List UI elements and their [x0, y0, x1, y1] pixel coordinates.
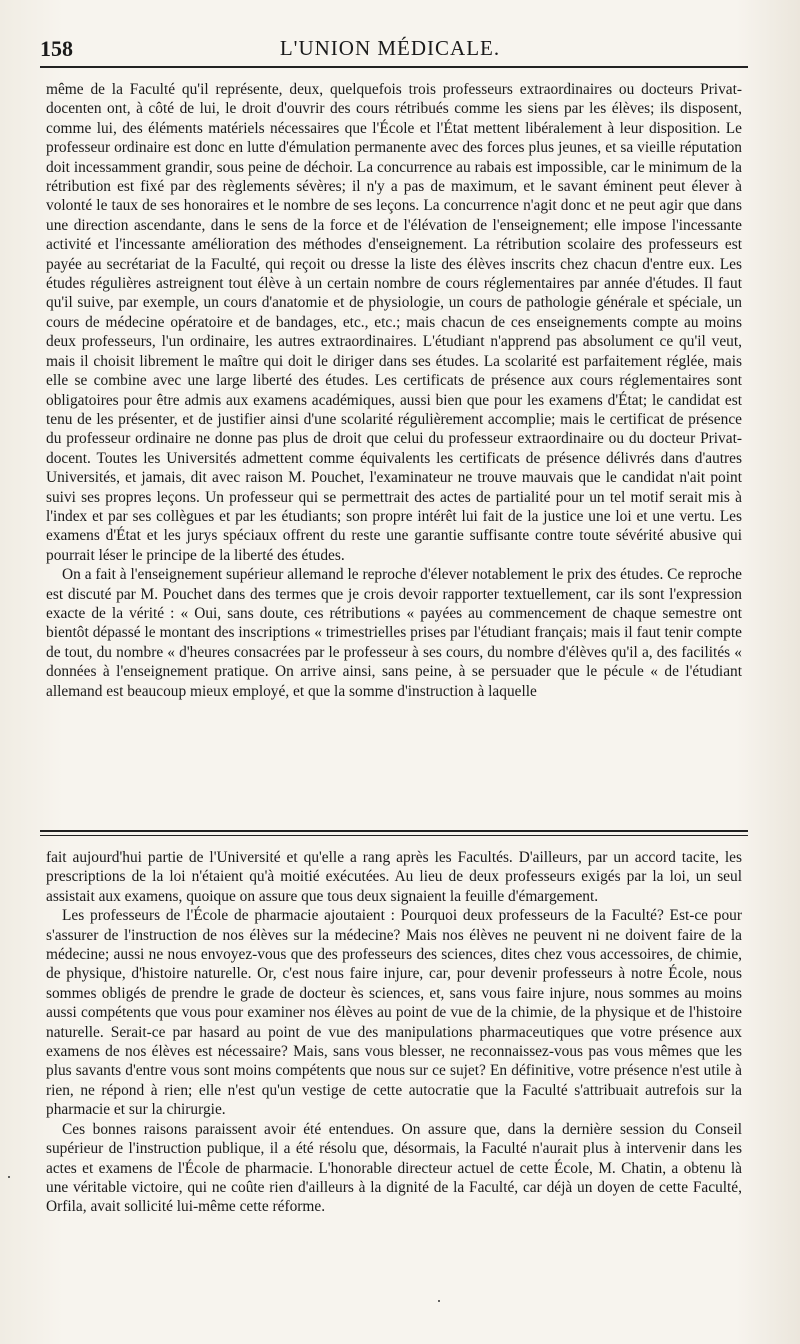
page-header [40, 36, 740, 66]
paragraph: même de la Faculté qu'il représente, deux, quelquefois trois professeurs extraordinaires ou docteurs Privat-docenten ont, à côté de lui, le droit d'ouvrir des cours rétribués comme les siens par les élèves; ils disposent, comme lui, des éléments matériels nécessaires que l'École et l'État mettent libéralement à leur disposition. Le professeur ordinaire est donc en lutte d'émulation permanente avec des forces plus jeunes, et sa vieille réputation doit incessamment grandir, sous peine de déchoir. La concurrence au rabais est impossible, car le minimum de la rétribution est fixé par des règlements sévères; il n'y a pas de maximum, et le savant éminent peut élever à volonté le taux de ses honoraires et le nombre de ses leçons. La concurrence n'agit donc et ne peut agir que dans une direction ascendante, dans le sens de la force et de l'élévation de l'enseignement; elle impose l'incessante activité et l'incessante amélioration des méthodes d'enseignement. La rétribution scolaire des professeurs est payée au secrétariat de la Faculté, qui reçoit ou dresse la liste des élèves inscrits chez chacun d'entre eux. Les études régulières astreignent tout élève à un certain nombre de cours réglementaires par année d'études. Il faut qu'il suive, par exemple, un cours d'anatomie et de physiologie, un cours de pathologie générale et spéciale, un cours de médecine opératoire et de bandages, etc., etc.; mais chacun de ces enseignements compte au moins deux professeurs, l'un ordinaire, les autres extraordinaires. L'étudiant n'apprend pas absolument ce qu'il veut, mais il choisit librement le maître qui doit le diriger dans ses études. La scolarité est parfaitement réglée, mais elle se combine avec une large liberté des études. Les certificats de présence aux cours réglementaires sont obligatoires pour être admis aux examens académiques, aussi bien que pour les examens d'État; le candidat est tenu de les présenter, et de justifier ainsi d'une scolarité régulièrement accomplie; mais le certificat de présence du professeur ordinaire ne donne pas plus de droit que celui du professeur extraordinaire ou du docteur Privat-docent. Toutes les Universités admettent comme équivalents les certificats de présence délivrés dans d'autres Universités, et jamais, dit avec raison M. Pouchet, l'examinateur ne trouve mauvais que le candidat n'ait point suivi ses propres leçons. Un professeur qui se permettrait des actes de partialité pour un tel motif serait mis à l'index et par ses collègues et par les étudiants; son propre intérêt lui fait de la justice une loi et une vertu. Les examens d'État et les jurys spéciaux offrent du reste une garantie suffisante contre toute sévérité abusive qui pourrait léser le principe de la liberté des études. [46, 81, 742, 564]
header-rule [40, 66, 748, 68]
running-title: L'UNION MÉDICALE. [279, 36, 501, 60]
paragraph: fait aujourd'hui partie de l'Université et qu'elle a rang après les Facultés. D'ailleurs, par un accord tacite, les prescriptions de la loi n'étaient qu'à moitié exécutées. Au lieu de deux professeurs exigés par la loi, un seul assistait aux examens, quoique on assure que tous deux signaient la feuille d'émargement. [46, 849, 742, 905]
paper-speck [8, 1176, 10, 1178]
page-number: 158 [40, 36, 73, 61]
paragraph: Ces bonnes raisons paraissent avoir été entendues. On assure que, dans la dernière session du Conseil supérieur de l'instruction publique, il a été résolu que, désormais, la Faculté n'aurait plus à intervenir dans les actes et examens de l'École de pharmacie. L'honorable directeur actuel de cette École, M. Chatin, a obtenu là une véritable victoire, qui ne coûte rien d'ailleurs à la dignité de la Faculté, car déjà un doyen de cette Faculté, Orfila, avait sollicité lui-même cette réforme. [46, 1120, 742, 1216]
section-divider [40, 830, 748, 836]
bottom-article-text [46, 848, 742, 1217]
paper-speck [438, 1300, 440, 1302]
paragraph: On a fait à l'enseignement supérieur allemand le reproche d'élever notablement le prix des études. Ce reproche est discuté par M. Pouchet dans des termes que je crois devoir rapporter textuellement, car ils sont l'expression exacte de la vérité : « Oui, sans doute, ces rétributions « payées au commencement de chaque semestre ont bientôt dépassé le montant des inscriptions « trimestrielles prises par l'étudiant français; mais il faut tenir compte de tout, du nombre « d'heures consacrées par le professeur à ses cours, du nombre d'élèves qu'il a, des facilités « données à l'enseignement pratique. On arrive ainsi, sans peine, à se persuader que le pécule « de l'étudiant allemand est beaucoup mieux employé, et que la somme d'instruction à laquelle [46, 566, 742, 700]
top-article-text [46, 80, 742, 701]
paragraph: Les professeurs de l'École de pharmacie ajoutaient : Pourquoi deux professeurs de la Faculté? Est-ce pour s'assurer de l'instruction de nos élèves sur la médecine? Mais nos élèves ne peuvent ni ne doivent faire de la médecine; aussi ne nous envoyez-vous que des professeurs des sciences, dites chez vous accessoires, de chimie, de physique, d'histoire naturelle. Or, c'est nous faire injure, car, pour devenir professeurs à notre École, nous sommes obligés de prendre le grade de docteur ès sciences, et, sans vous faire injure, nous sommes au moins aussi compétents que vous pour examiner nos élèves au point de vue de la chimie, de la physique et de l'histoire naturelle. Serait-ce par hasard au point de vue des manipulations pharmaceutiques que votre présence aux examens de nos élèves est nécessaire? Mais, sans vous blesser, ne reconnaissez-vous pas vous mêmes que les plus savants d'entre vous sont moins compétents que nous sur ce sujet? En définitive, votre présence n'est utile à rien, ne répond à rien; elle n'est qu'un vestige de cette autocratie que la Faculté s'attribuait autrefois sur la pharmacie et sur la chirurgie. [46, 907, 742, 1119]
